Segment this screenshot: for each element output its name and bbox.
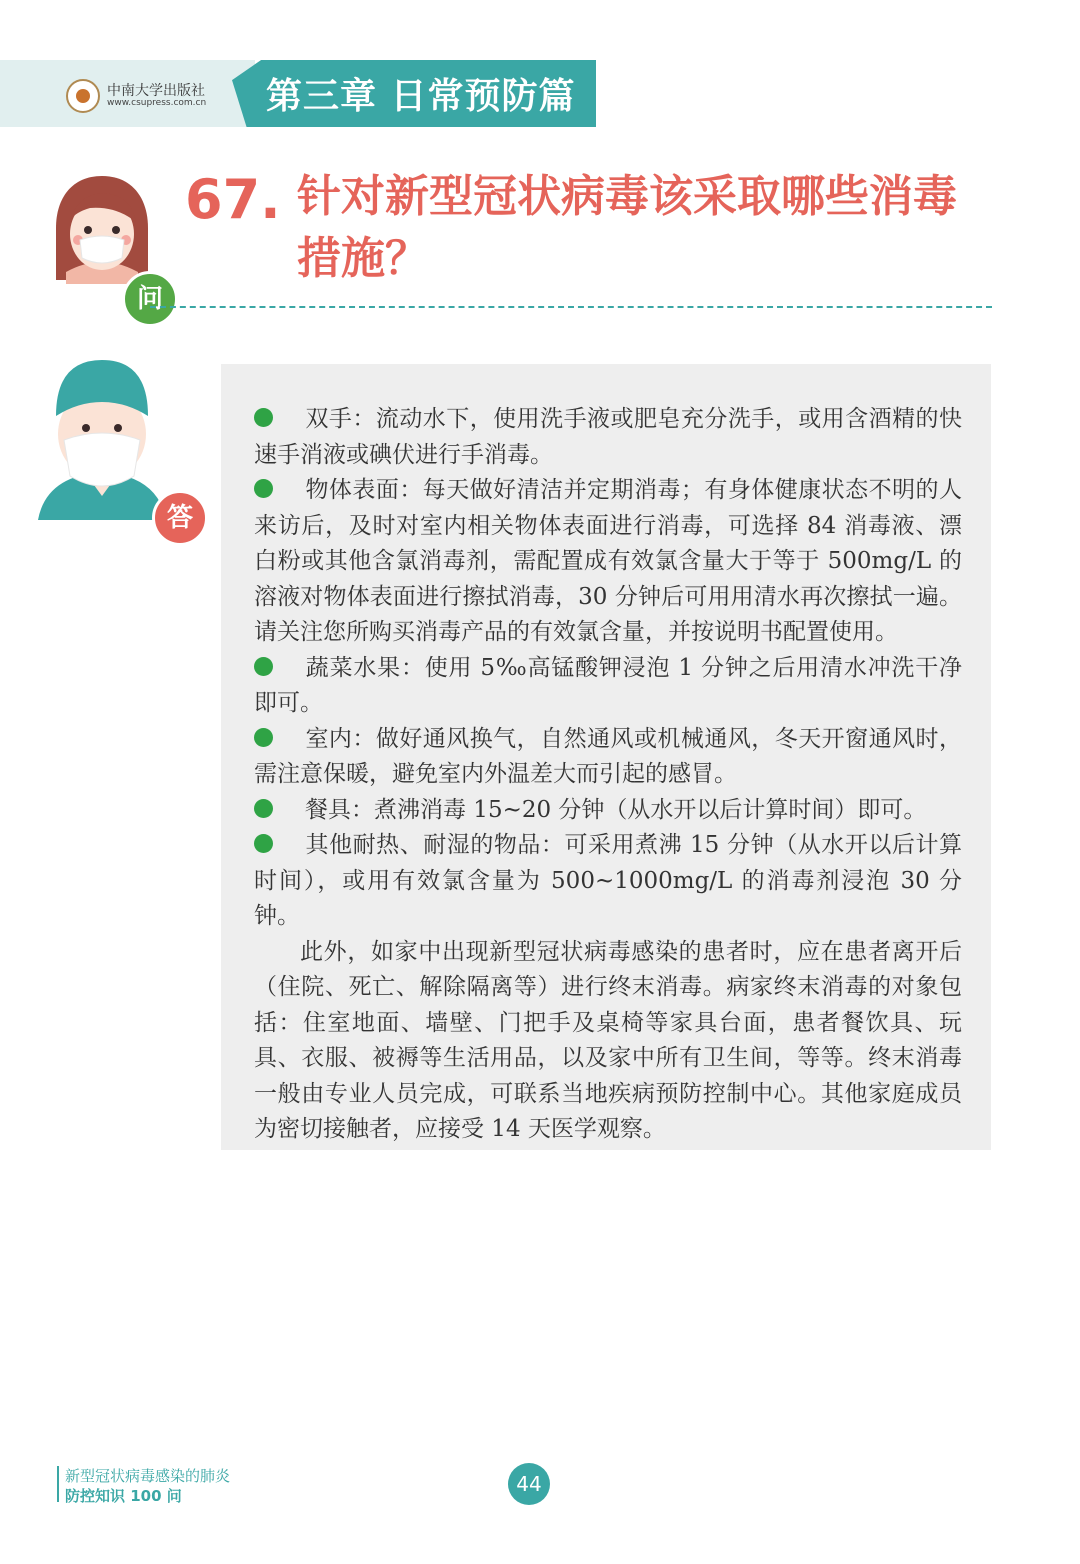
woman-avatar-icon: [50, 172, 154, 284]
book-title-line2: 防控知识 100 问: [65, 1487, 182, 1505]
answer-item: [254, 793, 962, 829]
question-number: 67.: [185, 168, 281, 231]
bullet-dot-icon: [254, 834, 273, 853]
publisher-url: www.csupress.com.cn: [107, 98, 207, 108]
answer-item: [254, 828, 962, 935]
doctor-avatar-icon: [36, 356, 168, 522]
bullet-dot-icon: [254, 657, 273, 676]
answer-closing-paragraph: 此外，如家中出现新型冠状病毒感染的患者时，应在患者离开后（住院、死亡、解除隔离等）进行终末消毒。病家终末消毒的对象包括：住室地面、墙壁、门把手及桌椅等家具台面，患者餐饮具、玩具、衣服、被褥等生活用品，以及家中所有卫生间，等等。终末消毒一般由专业人员完成，可联系当地疾病预防控制中心。其他家庭成员为密切接触者，应接受 14 天医学观察。: [254, 938, 962, 1142]
answer-item-text: 室内：做好通风换气，自然通风或机械通风，冬天开窗通风时，需注意保暖，避免室内外温差大而引起的感冒。: [254, 725, 962, 787]
publisher-name: 中南大学出版社: [107, 83, 205, 99]
answer-item: [254, 651, 962, 722]
bullet-dot-icon: [254, 408, 273, 427]
question-text: 针对新型冠状病毒该采取哪些消毒措施？: [297, 171, 957, 284]
answer-item-text: 物体表面：每天做好清洁并定期消毒；有身体健康状态不明的人来访后，及时对室内相关物体表面进行消毒，可选择 84 消毒液、漂白粉或其他含氯消毒剂，需配置成有效氯含量大于等于 500mg/L 的溶液对物体表面进行擦拭消毒，30 分钟后可用用清水再次擦拭一遍。请关注您所购买消毒产品的有效氯含量，并按说明书配置使用。: [254, 477, 962, 645]
book-title-line1: 新型冠状病毒感染的肺炎: [65, 1467, 231, 1485]
chapter-title: 第三章 日常预防篇: [266, 75, 576, 117]
answer-item-text: 双手：流动水下，使用洗手液或肥皂充分洗手，或用含酒精的快速手消液或碘伏进行手消毒。: [254, 406, 962, 468]
answer-item: [254, 722, 962, 793]
answer-badge: 答: [152, 490, 208, 546]
answer-item-text: 其他耐热、耐湿的物品：可采用煮沸 15 分钟（从水开以后计算时间），或用有效氯含量为 500~1000mg/L 的消毒剂浸泡 30 分钟。: [254, 832, 962, 929]
publisher-logo-icon: [66, 79, 100, 113]
answer-item-text: 餐具：煮沸消毒 15~20 分钟（从水开以后计算时间）即可。: [305, 796, 927, 823]
answer-item: [254, 402, 962, 473]
question-divider: [150, 306, 992, 308]
bullet-dot-icon: [254, 479, 273, 498]
footer-rule: [57, 1466, 59, 1502]
answer-item: [254, 473, 962, 651]
page-number: 44: [508, 1463, 550, 1505]
question-badge: 问: [122, 271, 178, 327]
answer-item-text: 蔬菜水果：使用 5‰高锰酸钾浸泡 1 分钟之后用清水冲洗干净即可。: [254, 654, 962, 716]
bullet-dot-icon: [254, 728, 273, 747]
answer-content: [254, 402, 962, 1148]
bullet-dot-icon: [254, 799, 273, 818]
